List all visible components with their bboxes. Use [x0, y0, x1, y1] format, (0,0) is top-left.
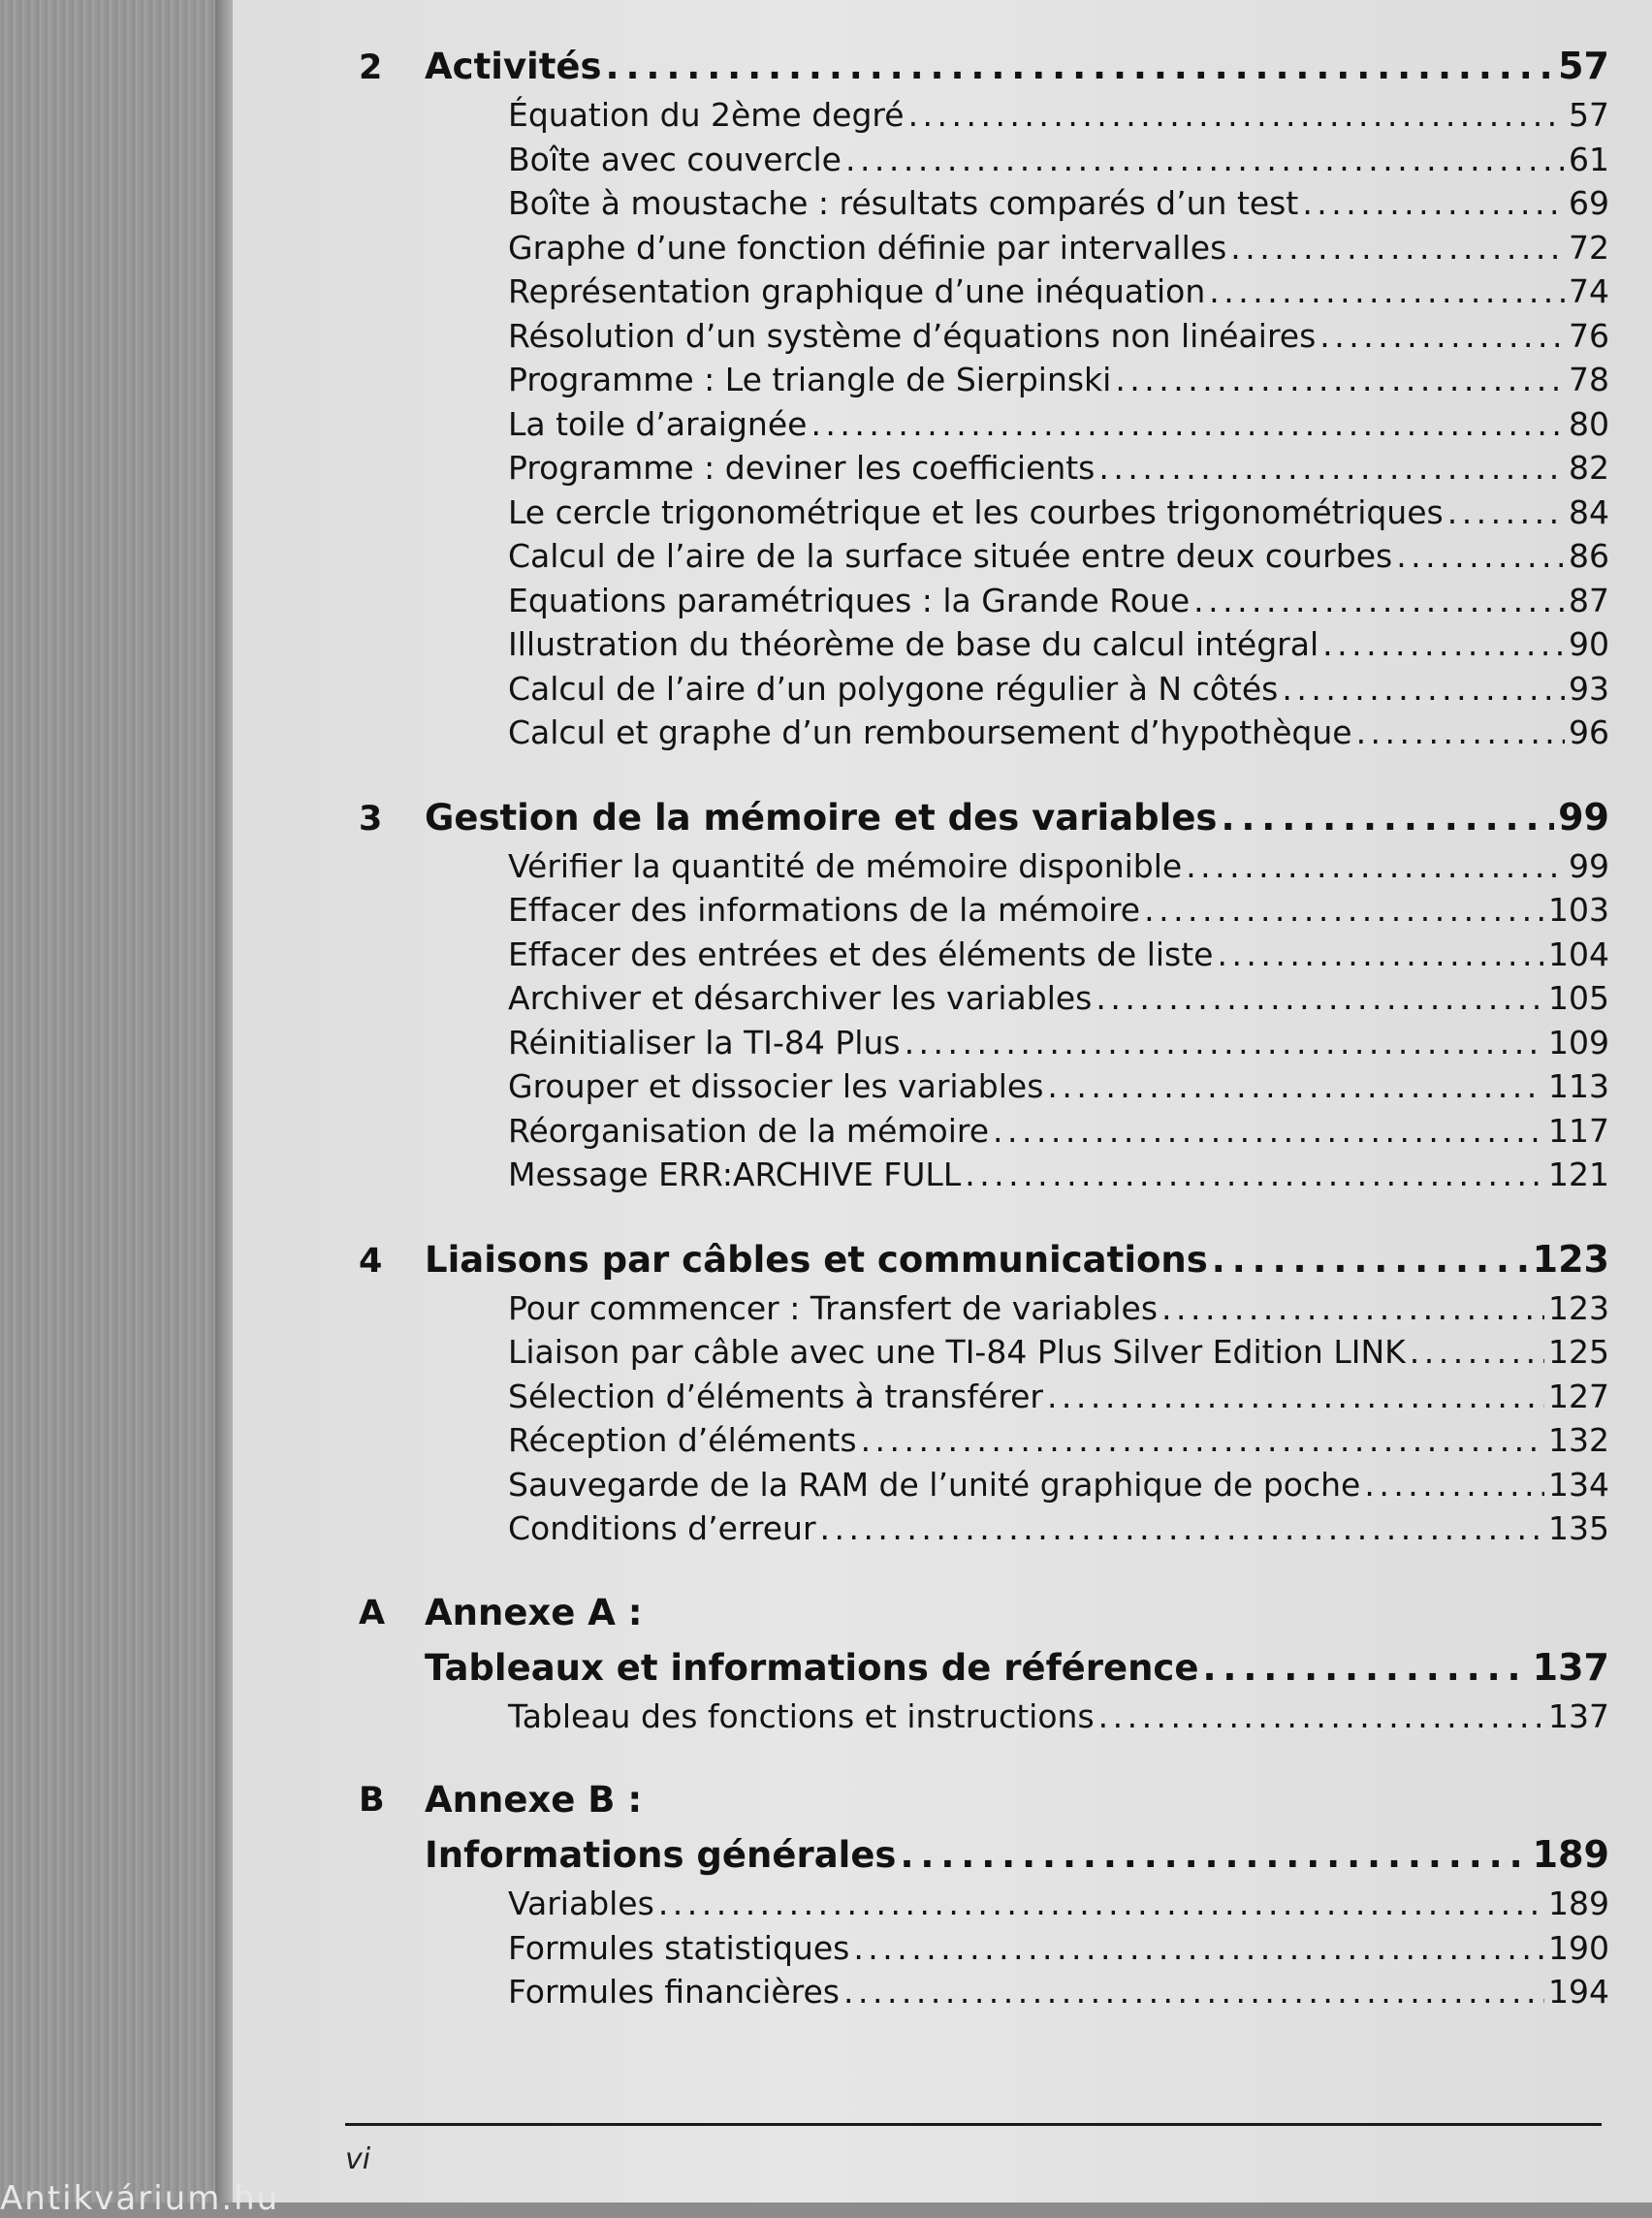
watermark-text: Antikvárium.hu	[0, 2179, 280, 2218]
entry-label: Conditions d’erreur	[508, 1509, 816, 1547]
toc-entry	[508, 933, 1609, 977]
footer-page-label: vi	[345, 2142, 371, 2176]
annex-b-section	[359, 1773, 1609, 2014]
footer-rule	[345, 2123, 1602, 2126]
annex-b-entries	[508, 1882, 1609, 2014]
chapter-page: 57	[1558, 45, 1609, 87]
leader-dots	[1447, 491, 1565, 535]
entry-page: 99	[1569, 846, 1609, 885]
annex-page: 137	[1532, 1645, 1609, 1689]
section-gap	[359, 755, 1609, 790]
toc-entry	[508, 844, 1609, 889]
entry-page: 90	[1569, 625, 1609, 663]
entry-label: Programme : Le triangle de Sierpinski	[508, 361, 1112, 398]
toc-entry	[508, 1506, 1609, 1551]
annex-title-line1: Annexe B :	[425, 1779, 643, 1821]
entry-page: 105	[1548, 979, 1609, 1017]
toc-entry	[508, 1286, 1609, 1331]
leader-dots	[861, 1418, 1544, 1463]
entry-label: Liaison par câble avec une TI-84 Plus Silver Edition LINK	[508, 1333, 1406, 1371]
leader-dots	[853, 1926, 1544, 1971]
entry-label: Réinitialiser la TI-84 Plus	[508, 1023, 901, 1061]
entry-label: Pour commencer : Transfert de variables	[508, 1288, 1159, 1327]
entry-page: 137	[1548, 1696, 1609, 1735]
chapter-number: 3	[359, 799, 383, 839]
entry-label: Formules financières	[508, 1973, 840, 2011]
toc-entry	[508, 138, 1609, 182]
leader-dots	[1217, 933, 1544, 977]
leader-dots	[658, 1882, 1544, 1926]
toc-entry	[508, 1109, 1609, 1154]
section-gap	[359, 1197, 1609, 1232]
entry-page: 74	[1569, 272, 1609, 310]
background-surface	[0, 0, 242, 2202]
table-of-contents	[359, 39, 1609, 2014]
leader-dots	[1161, 1286, 1544, 1331]
leader-dots	[993, 1109, 1544, 1154]
toc-entry	[508, 491, 1609, 535]
entry-label: Grouper et dissocier les variables	[508, 1067, 1044, 1105]
entry-page: 76	[1569, 316, 1609, 355]
entry-label: Sauvegarde de la RAM de l’unité graphique de poche	[508, 1465, 1361, 1504]
entry-label: Réception d’éléments	[508, 1421, 857, 1459]
entry-label: Boîte à moustache : résultats comparés d’un test	[508, 184, 1299, 222]
annex-letter: B	[359, 1781, 385, 1820]
entry-label: Variables	[508, 1885, 654, 1922]
leader-dots	[1302, 181, 1565, 226]
entry-page: 61	[1569, 140, 1609, 178]
chapter-number: 4	[359, 1241, 383, 1281]
entry-page: 135	[1548, 1509, 1609, 1547]
entry-page: 84	[1569, 492, 1609, 531]
entry-label: Résolution d’un système d’équations non linéaires	[508, 316, 1317, 355]
leader-dots	[1115, 358, 1565, 402]
chapter-page: 123	[1532, 1237, 1609, 1281]
chapter-4-entries	[508, 1286, 1609, 1551]
entry-label: Calcul de l’aire d’un polygone régulier à N côtés	[508, 669, 1279, 708]
leader-dots	[1202, 1641, 1528, 1695]
section-gap	[359, 1551, 1609, 1586]
chapter-4-section	[359, 1232, 1609, 1551]
chapter-2-entries	[508, 93, 1609, 755]
leader-dots	[1096, 976, 1544, 1021]
section-gap	[359, 1738, 1609, 1773]
toc-entry	[508, 93, 1609, 138]
chapter-heading	[359, 790, 1609, 844]
entry-page: 134	[1548, 1465, 1609, 1504]
entry-page: 109	[1548, 1023, 1609, 1061]
chapter-heading	[359, 39, 1609, 93]
toc-entry	[508, 1926, 1609, 1971]
toc-entry	[508, 1695, 1609, 1739]
entry-page: 57	[1569, 96, 1609, 134]
entry-page: 127	[1548, 1377, 1609, 1415]
toc-entry	[508, 711, 1609, 755]
toc-entry	[508, 534, 1609, 579]
entry-label: Calcul et graphe d’un remboursement d’hypothèque	[508, 713, 1352, 751]
leader-dots	[905, 1021, 1544, 1065]
entry-page: 117	[1548, 1111, 1609, 1150]
toc-entry	[508, 1418, 1609, 1463]
leader-dots	[900, 1828, 1528, 1883]
entry-page: 87	[1569, 581, 1609, 619]
toc-entry	[508, 181, 1609, 226]
annex-a-entries	[508, 1695, 1609, 1739]
chapter-3-entries	[508, 844, 1609, 1197]
chapter-heading	[359, 1232, 1609, 1286]
toc-entry	[508, 269, 1609, 314]
entry-page: 123	[1548, 1288, 1609, 1327]
toc-entry	[508, 226, 1609, 270]
toc-entry	[508, 976, 1609, 1021]
toc-entry	[508, 402, 1609, 447]
entry-label: Archiver et désarchiver les variables	[508, 979, 1093, 1017]
entry-label: Tableau des fonctions et instructions	[508, 1696, 1095, 1735]
entry-page: 96	[1569, 713, 1609, 751]
toc-entry	[508, 888, 1609, 933]
leader-dots	[1209, 269, 1565, 314]
leader-dots	[843, 1970, 1544, 2014]
annex-page: 189	[1532, 1833, 1609, 1876]
leader-dots	[1212, 1233, 1529, 1287]
leader-dots	[845, 138, 1565, 182]
toc-entry	[508, 667, 1609, 712]
entry-label: Effacer des entrées et des éléments de liste	[508, 935, 1214, 973]
leader-dots	[1186, 844, 1565, 889]
toc-entry	[508, 1021, 1609, 1065]
entry-label: Message ERR:ARCHIVE FULL	[508, 1156, 962, 1193]
toc-entry	[508, 1330, 1609, 1375]
entry-page: 125	[1548, 1333, 1609, 1371]
toc-entry	[508, 358, 1609, 402]
annex-a-section	[359, 1586, 1609, 1739]
entry-page: 121	[1548, 1156, 1609, 1193]
annex-title-line1: Annexe A :	[425, 1591, 643, 1633]
leader-dots	[820, 1506, 1544, 1551]
leader-dots	[606, 40, 1555, 94]
annex-letter: A	[359, 1593, 386, 1632]
entry-page: 69	[1569, 184, 1609, 222]
entry-page: 194	[1548, 1973, 1609, 2011]
leader-dots	[1193, 579, 1565, 623]
entry-page: 190	[1548, 1928, 1609, 1967]
annex-subtitle-row	[359, 1640, 1609, 1695]
chapter-3-section	[359, 790, 1609, 1197]
leader-dots	[1319, 314, 1565, 359]
toc-entry	[508, 622, 1609, 667]
entry-page: 104	[1548, 935, 1609, 973]
entry-page: 103	[1548, 891, 1609, 929]
leader-dots	[1322, 622, 1565, 667]
entry-page: 132	[1548, 1421, 1609, 1459]
entry-label: Réorganisation de la mémoire	[508, 1111, 990, 1150]
leader-dots	[810, 402, 1565, 447]
chapter-2-section	[359, 39, 1609, 755]
leader-dots	[1410, 1330, 1544, 1375]
leader-dots	[908, 93, 1565, 138]
entry-label: Formules statistiques	[508, 1928, 850, 1967]
entry-page: 93	[1569, 669, 1609, 708]
leader-dots	[1282, 667, 1565, 712]
toc-entry	[508, 1153, 1609, 1197]
entry-label: Effacer des informations de la mémoire	[508, 891, 1141, 929]
annex-heading	[359, 1586, 1609, 1640]
toc-entry	[508, 1882, 1609, 1926]
leader-dots	[1356, 711, 1565, 755]
leader-dots	[1047, 1064, 1544, 1109]
entry-label: Représentation graphique d’une inéquation	[508, 272, 1206, 310]
entry-page: 86	[1569, 537, 1609, 575]
entry-page: 72	[1569, 228, 1609, 267]
leader-dots	[1364, 1463, 1544, 1507]
annex-title-line2: Tableaux et informations de référence	[425, 1646, 1199, 1689]
entry-page: 113	[1548, 1067, 1609, 1105]
entry-page: 80	[1569, 404, 1609, 443]
toc-entry	[508, 1064, 1609, 1109]
entry-label: Illustration du théorème de base du calcul intégral	[508, 625, 1319, 663]
toc-entry	[508, 579, 1609, 623]
leader-dots	[965, 1153, 1544, 1197]
chapter-page: 99	[1558, 795, 1609, 839]
entry-page: 82	[1569, 449, 1609, 487]
toc-entry	[508, 446, 1609, 491]
chapter-title: Activités	[425, 46, 602, 87]
leader-dots	[1098, 1695, 1544, 1739]
leader-dots	[1221, 791, 1554, 845]
entry-label: Le cercle trigonométrique et les courbes trigonométriques	[508, 492, 1444, 531]
entry-label: Graphe d’une fonction définie par intervalles	[508, 228, 1227, 267]
entry-label: Vérifier la quantité de mémoire disponible	[508, 846, 1183, 885]
toc-entry	[508, 1970, 1609, 2014]
entry-page: 189	[1548, 1885, 1609, 1922]
entry-label: Équation du 2ème degré	[508, 96, 905, 134]
chapter-title: Gestion de la mémoire et des variables	[425, 796, 1218, 839]
leader-dots	[1047, 1375, 1544, 1419]
toc-entry	[508, 1463, 1609, 1507]
entry-label: Boîte avec couvercle	[508, 140, 842, 178]
leader-dots	[1230, 226, 1565, 270]
entry-page: 78	[1569, 361, 1609, 398]
toc-entry	[508, 314, 1609, 359]
entry-label: Equations paramétriques : la Grande Roue	[508, 581, 1191, 619]
entry-label: Calcul de l’aire de la surface située entre deux courbes	[508, 537, 1393, 575]
chapter-title: Liaisons par câbles et communications	[425, 1238, 1208, 1281]
annex-heading	[359, 1773, 1609, 1827]
annex-subtitle-row	[359, 1827, 1609, 1882]
toc-entry	[508, 1375, 1609, 1419]
entry-label: Programme : deviner les coefficients	[508, 449, 1096, 487]
leader-dots	[1396, 534, 1565, 579]
entry-label: Sélection d’éléments à transférer	[508, 1377, 1043, 1415]
leader-dots	[1098, 446, 1565, 491]
entry-label: La toile d’araignée	[508, 404, 808, 443]
chapter-number: 2	[359, 48, 383, 87]
annex-title-line2: Informations générales	[425, 1834, 897, 1876]
leader-dots	[1144, 888, 1544, 933]
